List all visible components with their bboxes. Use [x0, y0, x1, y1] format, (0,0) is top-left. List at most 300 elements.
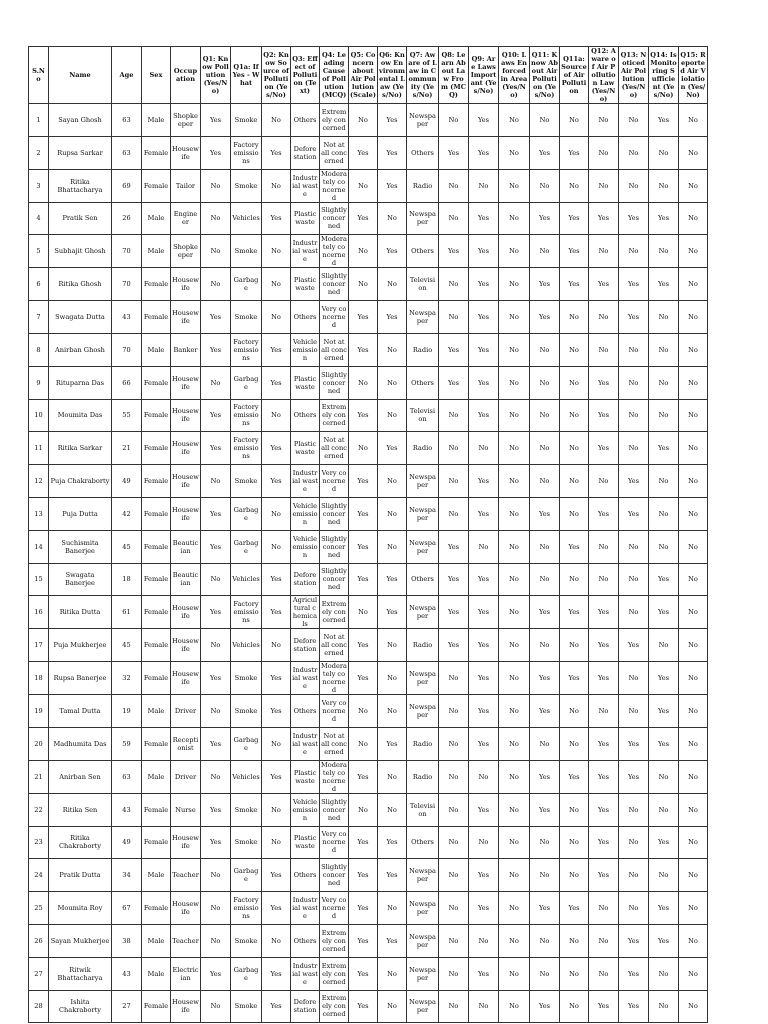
respondent-name-cell: Madhumita Das — [49, 727, 112, 760]
respondent-name-cell: Pratik Dutta — [49, 859, 112, 892]
column-header: Q6: Know Environmental Law (Yes/No) — [378, 47, 407, 104]
table-row — [29, 859, 738, 892]
table-cell: Yes — [349, 892, 378, 925]
table-cell: Yes — [469, 202, 499, 235]
table-cell: Radio — [407, 760, 439, 793]
respondent-name-cell: Rupsa Banerjee — [49, 662, 112, 695]
table-cell: Female — [142, 169, 171, 202]
table-cell: No — [530, 859, 560, 892]
table-cell: No — [499, 432, 530, 465]
table-cell: No — [201, 563, 231, 596]
table-cell: Female — [142, 530, 171, 563]
table-cell: Smoke — [231, 695, 262, 728]
table-cell: No — [499, 465, 530, 498]
table-row — [29, 136, 738, 169]
table-row — [29, 465, 738, 498]
table-cell: Yes — [560, 268, 589, 301]
table-cell: No — [262, 793, 291, 826]
table-cell: Yes — [560, 136, 589, 169]
table-cell: Housewife — [171, 497, 201, 530]
table-cell: Newspaper — [407, 497, 439, 530]
table-cell: Yes — [619, 301, 649, 334]
table-cell: No — [679, 793, 708, 826]
table-cell: Moderately concerned — [321, 662, 347, 695]
table-cell: No — [499, 892, 530, 925]
table-cell: No — [679, 892, 708, 925]
table-cell: Female — [142, 399, 171, 432]
table-cell: Not at all concerned — [320, 136, 349, 169]
table-cell: Yes — [201, 662, 231, 695]
table-cell: No — [499, 826, 530, 859]
survey-table — [28, 46, 738, 1023]
table-cell: No — [649, 136, 679, 169]
table-cell: No — [530, 826, 560, 859]
table-cell: 45 — [112, 629, 142, 662]
table-cell: Yes — [262, 366, 291, 399]
respondent-name-cell: Swagata Dutta — [49, 301, 112, 334]
table-cell: Garbage — [231, 727, 262, 760]
table-cell: Yes — [619, 268, 649, 301]
table-cell: Yes — [262, 859, 291, 892]
table-cell: Beautician — [171, 530, 201, 563]
table-cell: Yes — [530, 268, 560, 301]
table-cell: Yes — [619, 957, 649, 990]
table-cell: Yes — [201, 301, 231, 334]
table-cell: Yes — [619, 497, 649, 530]
table-cell: Yes — [262, 136, 291, 169]
table-cell: No — [499, 333, 530, 366]
table-cell: Plastic waste — [291, 202, 320, 235]
table-cell: No — [530, 563, 560, 596]
table-cell: Yes — [378, 563, 407, 596]
table-cell: 16 — [29, 596, 49, 629]
table-cell: Yes — [378, 235, 407, 268]
table-cell: No — [560, 333, 589, 366]
table-cell: 42 — [112, 497, 142, 530]
column-header: Q1a: If Yes - What — [231, 47, 262, 104]
table-cell: No — [439, 924, 469, 957]
table-cell: Others — [291, 301, 320, 334]
table-cell: 25 — [29, 892, 49, 925]
table-cell: Yes — [619, 760, 649, 793]
table-cell: 18 — [29, 662, 49, 695]
table-cell: Yes — [201, 333, 231, 366]
table-cell: 70 — [112, 333, 142, 366]
table-cell: No — [439, 497, 469, 530]
table-cell: No — [499, 530, 530, 563]
table-cell: No — [560, 497, 589, 530]
table-cell: Newspaper — [407, 859, 439, 892]
table-cell: Yes — [589, 497, 619, 530]
table-cell: Yes — [349, 202, 378, 235]
table-cell: Yes — [262, 892, 291, 925]
table-cell: Male — [142, 924, 171, 957]
table-cell: Yes — [649, 826, 679, 859]
table-cell: No — [201, 465, 231, 498]
table-cell: No — [201, 629, 231, 662]
table-cell: No — [378, 333, 407, 366]
table-cell: Yes — [201, 957, 231, 990]
table-cell: No — [378, 629, 407, 662]
table-cell: Yes — [469, 793, 499, 826]
column-header: Q12: Aware of Air Pollution Law (Yes/No) — [589, 47, 619, 104]
table-cell: Factory emissions — [231, 892, 262, 925]
table-cell: Slightly concerned — [320, 366, 349, 399]
table-cell: 9 — [29, 366, 49, 399]
column-header: Name — [49, 47, 112, 104]
table-cell: Yes — [349, 990, 378, 1023]
table-cell: Not at all concerned — [320, 727, 349, 760]
table-cell: No — [378, 399, 407, 432]
table-cell: No — [649, 793, 679, 826]
table-cell: Yes — [469, 497, 499, 530]
table-cell: Yes — [349, 760, 378, 793]
table-cell: Housewife — [171, 662, 201, 695]
table-cell: Industrial waste — [291, 892, 320, 925]
table-cell: No — [530, 530, 560, 563]
table-cell: No — [378, 892, 407, 925]
table-row — [29, 235, 738, 268]
table-cell: Others — [291, 399, 320, 432]
table-cell: Plastic waste — [291, 366, 320, 399]
table-cell: Yes — [649, 695, 679, 728]
table-cell: Others — [291, 859, 320, 892]
table-row — [29, 497, 738, 530]
table-cell: No — [378, 957, 407, 990]
table-cell: No — [262, 301, 291, 334]
table-cell: No — [619, 432, 649, 465]
table-cell: Smoke — [231, 235, 262, 268]
column-header: Occupation — [171, 47, 201, 104]
respondent-name-cell: Puja Mukherjee — [49, 629, 112, 662]
table-cell: Extremely concerned — [320, 924, 349, 957]
table-row — [29, 662, 738, 695]
table-cell: Female — [142, 596, 171, 629]
table-cell: No — [530, 104, 560, 137]
table-cell: No — [378, 530, 407, 563]
table-cell: Female — [142, 497, 171, 530]
table-cell: Yes — [589, 793, 619, 826]
table-cell: 45 — [112, 530, 142, 563]
table-cell: No — [469, 990, 499, 1023]
table-cell: 10 — [29, 399, 49, 432]
table-cell: No — [679, 136, 708, 169]
table-cell: No — [679, 826, 708, 859]
table-cell: Male — [142, 859, 171, 892]
table-cell: No — [530, 235, 560, 268]
table-cell: Male — [142, 760, 171, 793]
table-cell: Extremely concerned — [320, 399, 349, 432]
table-cell: Yes — [589, 366, 619, 399]
table-cell: 26 — [29, 924, 49, 957]
table-cell: Yes — [201, 432, 231, 465]
table-cell: Yes — [469, 268, 499, 301]
table-cell: Yes — [201, 530, 231, 563]
table-cell: No — [679, 957, 708, 990]
table-cell: Not at all concerned — [320, 333, 349, 366]
respondent-name-cell: Ritika Sarkar — [49, 432, 112, 465]
table-cell: No — [560, 104, 589, 137]
table-cell: 2 — [29, 136, 49, 169]
table-cell: Moderately concerned — [321, 169, 347, 202]
table-cell: 27 — [112, 990, 142, 1023]
table-cell: No — [349, 169, 378, 202]
table-cell: No — [530, 169, 560, 202]
table-cell: Housewife — [171, 990, 201, 1023]
table-cell: No — [589, 530, 619, 563]
table-cell: Housewife — [171, 399, 201, 432]
respondent-name-cell: Ritika Bhattacharya — [49, 169, 112, 202]
table-cell: No — [679, 301, 708, 334]
table-cell: Others — [291, 104, 320, 137]
table-cell: Yes — [201, 826, 231, 859]
table-cell: 59 — [112, 727, 142, 760]
respondent-name-cell: Sayan Mukherjee — [49, 924, 112, 957]
table-cell: Female — [142, 268, 171, 301]
table-cell: Yes — [649, 662, 679, 695]
table-cell: No — [499, 235, 530, 268]
table-cell: Yes — [560, 202, 589, 235]
table-cell: Yes — [439, 596, 469, 629]
table-cell: Yes — [201, 136, 231, 169]
table-cell: 18 — [112, 563, 142, 596]
table-cell: Television — [407, 399, 439, 432]
table-cell: Housewife — [171, 596, 201, 629]
table-cell: Yes — [349, 826, 378, 859]
table-cell: Female — [142, 793, 171, 826]
table-cell: Yes — [378, 169, 407, 202]
table-cell: Yes — [469, 104, 499, 137]
table-cell: Yes — [560, 892, 589, 925]
table-cell: Yes — [619, 727, 649, 760]
table-cell: No — [439, 399, 469, 432]
table-cell: No — [378, 366, 407, 399]
table-cell: Yes — [262, 432, 291, 465]
table-cell: No — [349, 596, 378, 629]
table-cell: 21 — [112, 432, 142, 465]
table-cell: Slightly concerned — [320, 268, 349, 301]
table-cell: No — [201, 202, 231, 235]
table-cell: No — [439, 268, 469, 301]
table-cell: Yes — [649, 202, 679, 235]
respondent-name-cell: Puja Dutta — [49, 497, 112, 530]
table-cell: No — [499, 563, 530, 596]
table-cell: Yes — [262, 662, 291, 695]
respondent-name-cell: Anirban Ghosh — [49, 333, 112, 366]
table-cell: Garbage — [231, 859, 262, 892]
table-cell: No — [499, 202, 530, 235]
column-header: Q5: Concern about Air Pollution (Scale) — [349, 47, 378, 104]
table-cell: No — [560, 366, 589, 399]
table-cell: No — [589, 104, 619, 137]
respondent-name-cell: Ishita Chakraborty — [49, 990, 112, 1023]
table-cell: Female — [142, 136, 171, 169]
table-cell: No — [679, 760, 708, 793]
table-cell: Not at all concerned — [320, 432, 349, 465]
table-cell: Others — [407, 235, 439, 268]
table-cell: No — [619, 235, 649, 268]
table-cell: Yes — [201, 727, 231, 760]
table-cell: Newspaper — [407, 924, 439, 957]
table-cell: No — [378, 497, 407, 530]
table-cell: No — [378, 202, 407, 235]
table-cell: No — [530, 629, 560, 662]
table-cell: Others — [407, 826, 439, 859]
table-cell: No — [679, 563, 708, 596]
table-cell: Engineer — [171, 202, 201, 235]
respondent-name-cell: Suchismita Banerjee — [49, 530, 112, 563]
table-cell: Yes — [619, 202, 649, 235]
table-row — [29, 366, 738, 399]
table-cell: Yes — [439, 366, 469, 399]
table-cell: Housewife — [171, 892, 201, 925]
table-cell: No — [679, 596, 708, 629]
table-cell: 63 — [112, 136, 142, 169]
table-cell: No — [679, 432, 708, 465]
table-cell: No — [649, 169, 679, 202]
table-cell: Very concerned — [320, 892, 349, 925]
table-cell: No — [679, 530, 708, 563]
table-cell: No — [619, 399, 649, 432]
table-cell: No — [619, 136, 649, 169]
table-cell: Deforestation — [291, 990, 320, 1023]
table-cell: No — [499, 301, 530, 334]
table-cell: No — [679, 333, 708, 366]
table-cell: No — [619, 892, 649, 925]
table-cell: Yes — [530, 793, 560, 826]
table-cell: No — [589, 301, 619, 334]
table-cell: No — [439, 169, 469, 202]
table-cell: Yes — [262, 465, 291, 498]
table-cell: Plastic waste — [291, 268, 320, 301]
table-cell: Garbage — [231, 957, 262, 990]
respondent-name-cell: Moumita Das — [49, 399, 112, 432]
table-cell: Female — [142, 990, 171, 1023]
table-cell: 17 — [29, 629, 49, 662]
table-row — [29, 202, 738, 235]
table-row — [29, 990, 738, 1023]
table-cell: 43 — [112, 793, 142, 826]
table-cell: Yes — [439, 530, 469, 563]
table-cell: No — [619, 563, 649, 596]
table-cell: No — [201, 892, 231, 925]
table-cell: Yes — [349, 859, 378, 892]
table-row — [29, 530, 738, 563]
table-body — [29, 104, 738, 1023]
table-cell: Yes — [589, 432, 619, 465]
table-cell: 70 — [112, 235, 142, 268]
table-cell: Female — [142, 629, 171, 662]
table-cell: Yes — [349, 333, 378, 366]
table-row — [29, 596, 738, 629]
table-cell: Yes — [560, 662, 589, 695]
table-cell: No — [439, 301, 469, 334]
table-cell: No — [560, 301, 589, 334]
table-cell: No — [619, 366, 649, 399]
table-cell: No — [649, 366, 679, 399]
table-cell: Yes — [349, 530, 378, 563]
table-cell: No — [378, 695, 407, 728]
table-cell: 28 — [29, 990, 49, 1023]
table-cell: 1 — [29, 104, 49, 137]
table-cell: Housewife — [171, 826, 201, 859]
table-cell: No — [499, 136, 530, 169]
table-cell: Yes — [530, 136, 560, 169]
table-row — [29, 826, 738, 859]
table-cell: No — [499, 793, 530, 826]
table-cell: No — [499, 366, 530, 399]
table-row — [29, 924, 738, 957]
table-cell: Yes — [201, 104, 231, 137]
table-cell: Newspaper — [407, 202, 439, 235]
table-cell: Yes — [469, 366, 499, 399]
table-cell: No — [679, 727, 708, 760]
table-cell: Garbage — [231, 497, 262, 530]
table-cell: No — [679, 695, 708, 728]
column-header: Age — [112, 47, 142, 104]
table-cell: Yes — [469, 695, 499, 728]
table-cell: No — [679, 465, 708, 498]
table-cell: Female — [142, 301, 171, 334]
table-cell: No — [649, 235, 679, 268]
table-cell: No — [560, 727, 589, 760]
table-cell: Yes — [530, 662, 560, 695]
column-header: Q2: Know Source of Pollution (Yes/No) — [262, 47, 291, 104]
table-cell: No — [201, 924, 231, 957]
table-cell: No — [589, 169, 619, 202]
table-cell: Yes — [530, 892, 560, 925]
table-cell: Yes — [469, 957, 499, 990]
table-cell: Yes — [530, 497, 560, 530]
table-cell: No — [499, 399, 530, 432]
table-cell: No — [262, 530, 291, 563]
table-cell: Deforestation — [291, 629, 320, 662]
column-header: Q3: Effect of Pollution (Text) — [291, 47, 320, 104]
table-cell: Yes — [378, 596, 407, 629]
table-cell: 43 — [112, 301, 142, 334]
table-cell: No — [499, 662, 530, 695]
table-cell: No — [649, 399, 679, 432]
respondent-name-cell: Ritwik Bhattacharya — [49, 957, 112, 990]
table-cell: Yes — [469, 662, 499, 695]
table-cell: No — [589, 563, 619, 596]
table-cell: Yes — [469, 629, 499, 662]
respondent-name-cell: Tamal Dutta — [49, 695, 112, 728]
table-cell: Housewife — [171, 268, 201, 301]
table-cell: No — [262, 727, 291, 760]
table-cell: Yes — [649, 268, 679, 301]
table-cell: No — [469, 760, 499, 793]
table-row — [29, 104, 738, 137]
table-cell: No — [201, 169, 231, 202]
table-cell: No — [649, 497, 679, 530]
table-cell: Tailor — [171, 169, 201, 202]
table-cell: Yes — [349, 957, 378, 990]
table-cell: No — [679, 169, 708, 202]
table-cell: Yes — [649, 924, 679, 957]
table-cell: Yes — [469, 235, 499, 268]
respondent-name-cell: Pratik Sen — [49, 202, 112, 235]
table-cell: Others — [291, 695, 320, 728]
table-cell: Yes — [378, 826, 407, 859]
table-cell: No — [679, 235, 708, 268]
table-cell: No — [262, 497, 291, 530]
table-cell: Agricultural chemicals — [291, 596, 320, 629]
table-cell: No — [439, 727, 469, 760]
table-cell: Teacher — [171, 924, 201, 957]
table-cell: No — [679, 366, 708, 399]
table-cell: 8 — [29, 333, 49, 366]
